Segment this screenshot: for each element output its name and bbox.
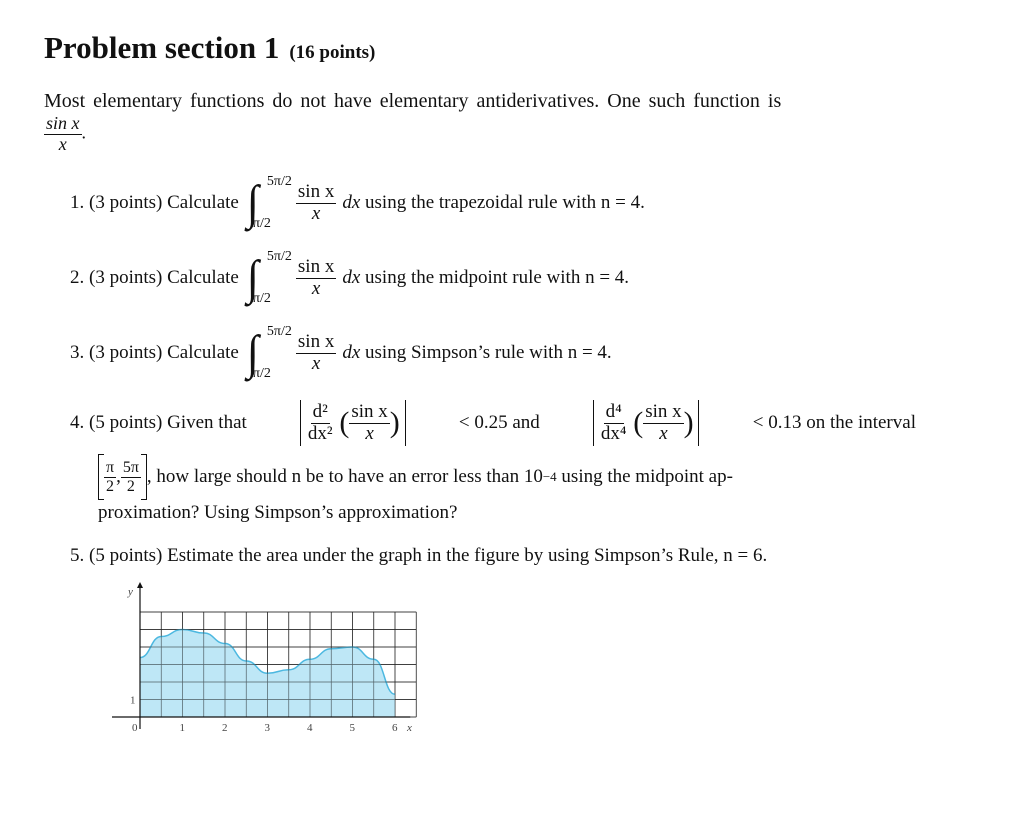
problem-5: 5. (5 points) Estimate the area under the graph in the figure by using Simpson’s Rule, n = 6.	[70, 545, 768, 566]
problem-1: 1. (3 points) Calculate ∫ 5π/2 π/2 $\frac{\text{sin x}}{x}$ dx using the trapezoidal rule with n = 4.	[70, 174, 645, 231]
x-axis-label: x	[407, 722, 412, 734]
x-tick-label: 1	[179, 722, 185, 734]
title-points: (16 points)	[289, 42, 376, 63]
intro-fraction: $\frac{\text{sin x}}{x}$ .	[46, 113, 86, 154]
problem-label: 1.	[70, 192, 85, 213]
area-chart	[100, 580, 430, 750]
x-tick-label: 3	[264, 722, 270, 734]
y-axis-arrow	[137, 582, 143, 588]
x-tick-label: 6	[392, 722, 398, 734]
integral: ∫ 5π/2 π/2	[246, 249, 292, 306]
problem-2: 2. (3 points) Calculate ∫ 5π/2 π/2 $\frac{\text{sin x}}{x}$ dx using the midpoint rule with n = 4.	[70, 249, 630, 306]
problem-3: 3. (3 points) Calculate ∫ 5π/2 π/2 $\frac{\text{sin x}}{x}$ dx using Simpson’s rule with n = 4.	[70, 324, 612, 381]
problem-4-line1: 4. (5 points) Given that $\frac{\text{d²}}{\text{dx²}}$ ( $\frac{\text{sin x}}{x}$ ) < 0.25 and $\frac{\text{d⁴}}{\text{dx⁴}}$ ( $\frac{\text{sin x}}{x}$ ) < 0.13 on the interval	[70, 400, 916, 446]
problem-label: 4.	[70, 412, 85, 433]
y-tick-label: 1	[130, 694, 136, 707]
x-tick-label: 0	[132, 722, 138, 734]
x-tick-label: 4	[307, 722, 313, 734]
problem-4-line3: proximation? Using Simpson’s approximation?	[98, 502, 458, 523]
intro-text: Most elementary functions do not have elementary antiderivatives. One such function is	[44, 90, 782, 112]
integral: ∫ 5π/2 π/2	[246, 174, 292, 231]
problem-label: 5.	[70, 545, 85, 566]
problem-4-line2: $\frac{\pi}{2}$ , $\frac{5\pi}{2}$ , how large should n be to have an error less than 10 −4 using the midpoint ap-	[98, 454, 916, 500]
x-tick-label: 5	[349, 722, 355, 734]
problem-label: 3.	[70, 342, 85, 363]
page-title: Problem section 1 (16 points)	[44, 30, 376, 65]
y-axis-label: y	[128, 586, 133, 598]
x-tick-label: 2	[222, 722, 228, 734]
integral: ∫ 5π/2 π/2	[246, 324, 292, 381]
problem-label: 2.	[70, 267, 85, 288]
